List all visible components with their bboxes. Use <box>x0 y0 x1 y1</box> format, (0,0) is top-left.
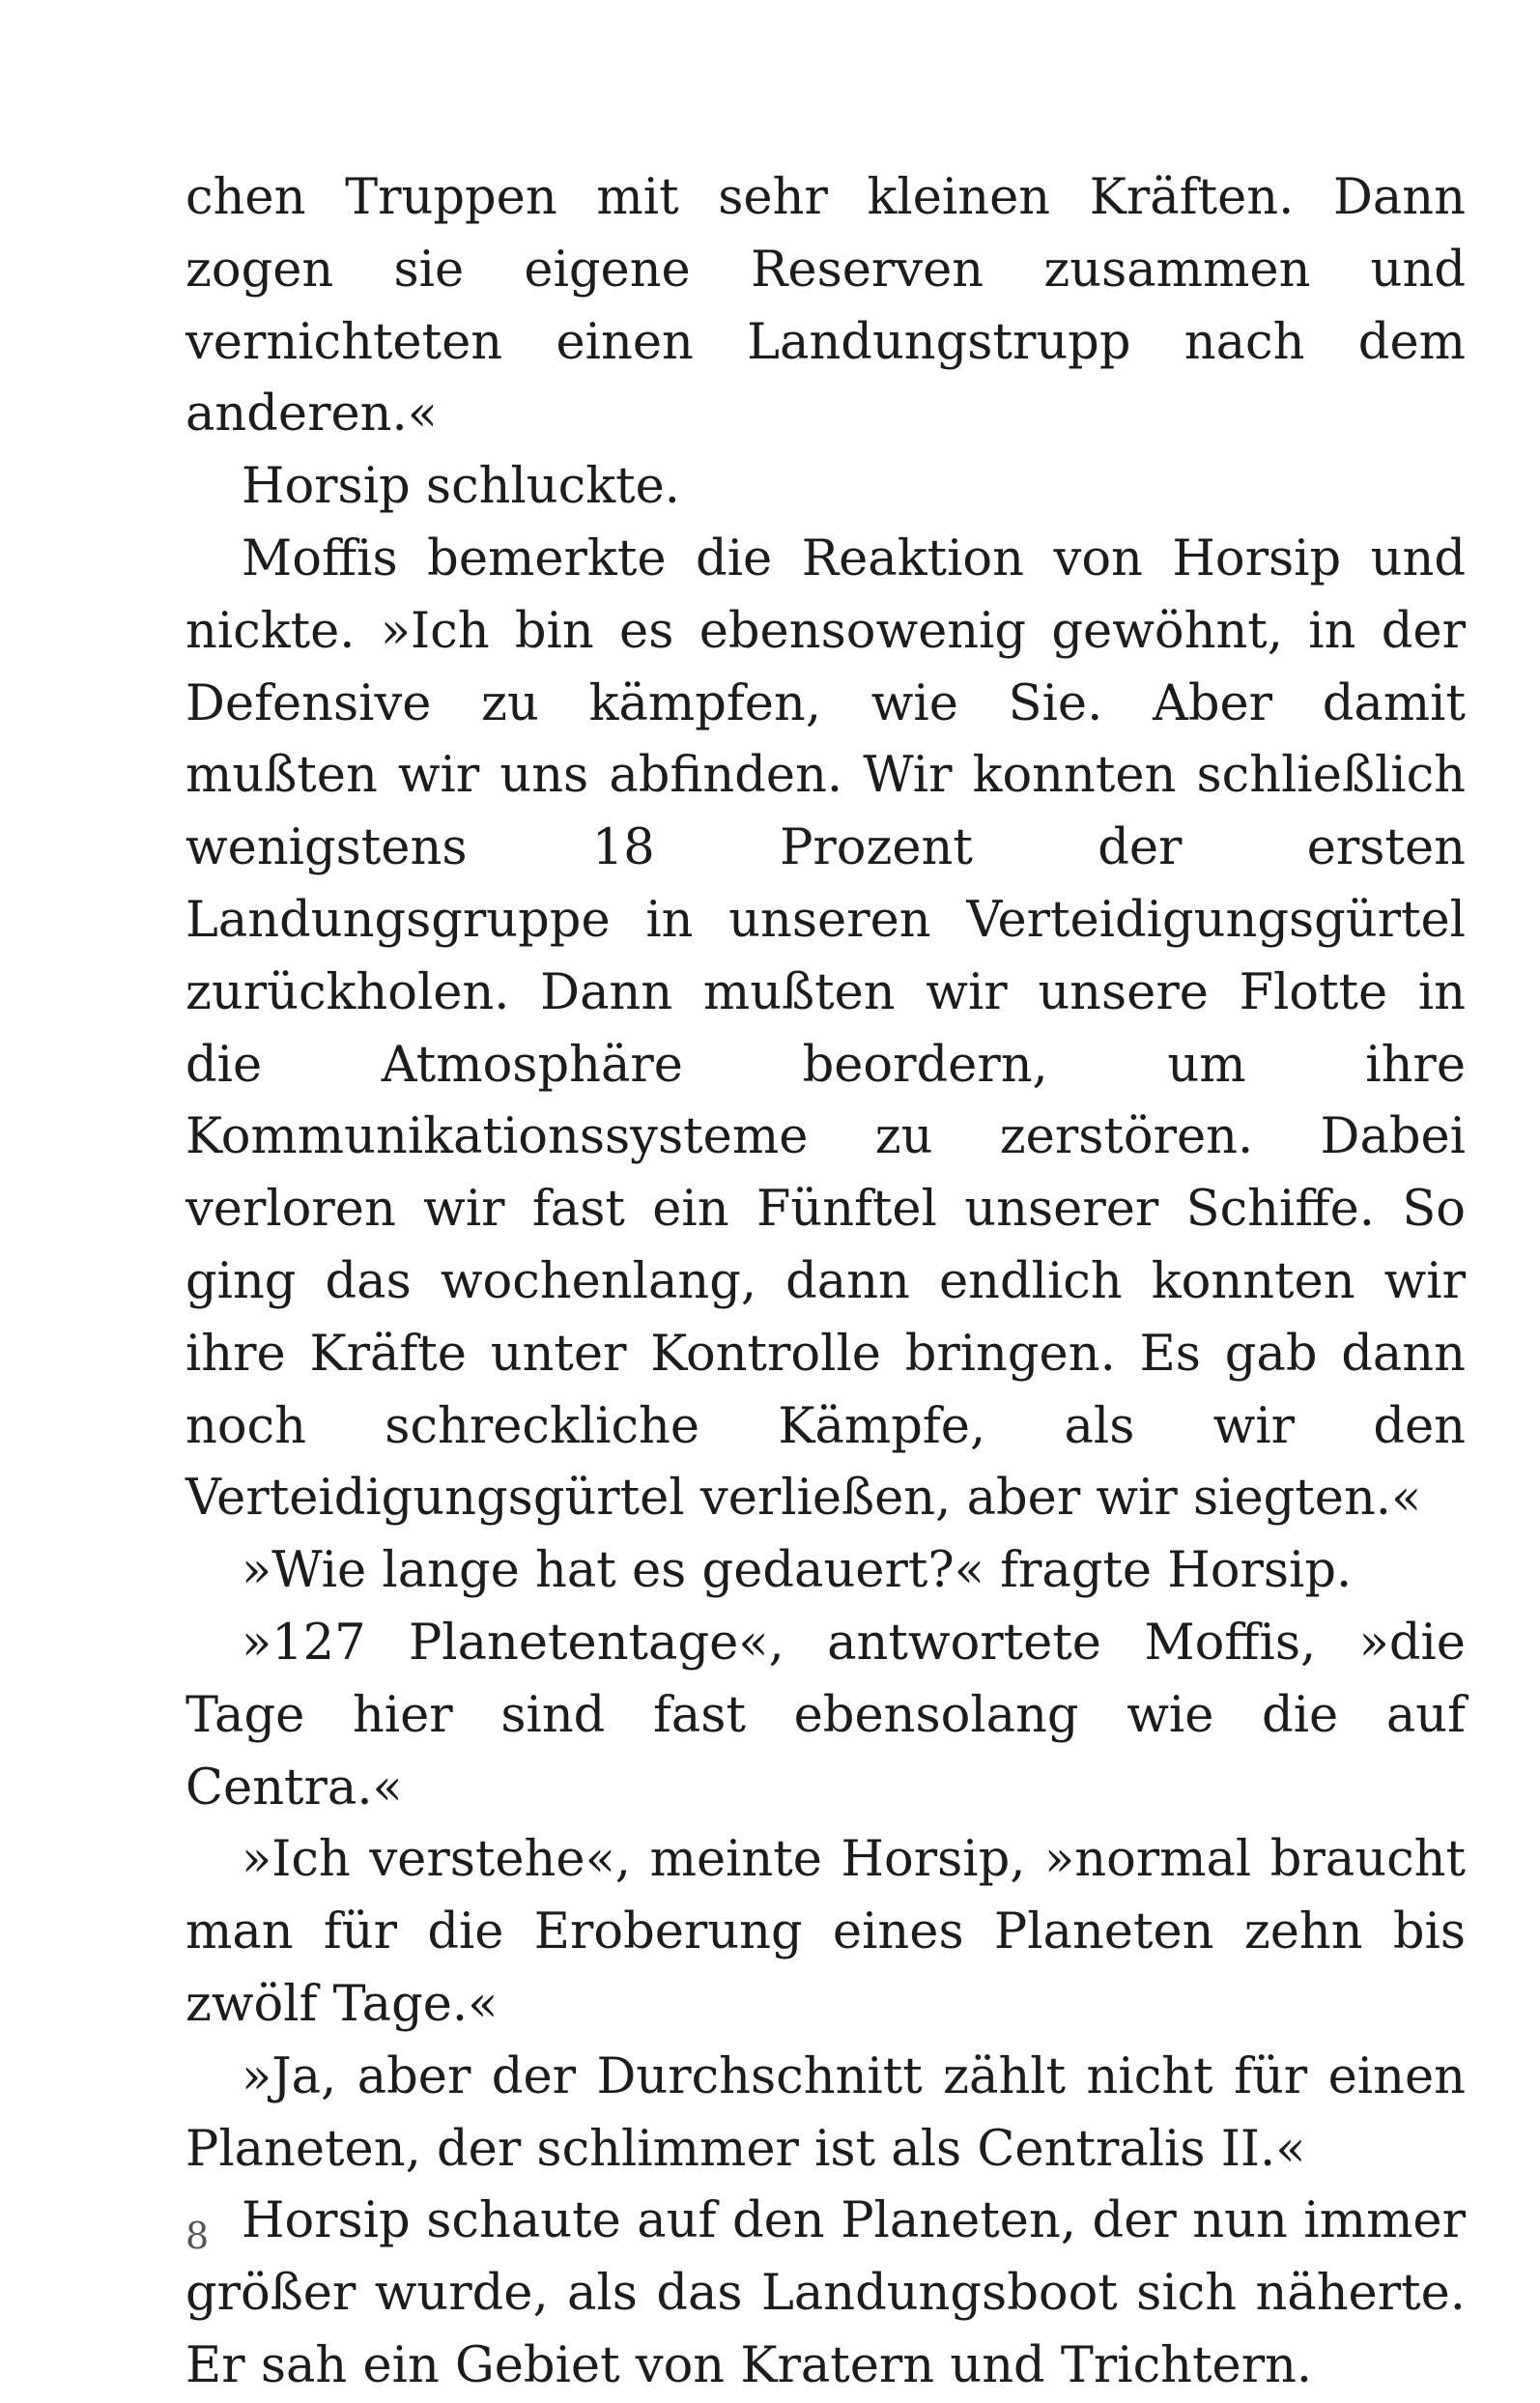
paragraph: Moffis bemerkte die Reaktion von Horsip und nickte. »Ich bin es ebensowenig gewöhnt, in der Defensive zu kämpfen, wie Sie. Aber damit mußten wir uns abfinden. Wir konnten schließlich wenigstens 18 Prozent der ersten Landungsgruppe in unseren Verteidigungsgürtel zurückholen. Dann mußten wir unsere Flotte in die Atmosphäre beordern, um ihre Kommunikationssysteme zu zerstören. Dabei verloren wir fast ein Fünftel unserer Schiffe. So ging das wochenlang, dann endlich konnten wir ihre Kräfte unter Kontrolle bringen. Es gab dann noch schreckliche Kämpfe, als wir den Verteidigungsgürtel verließen, aber wir siegten.« <box>185 529 1466 1528</box>
page-number: 8 <box>185 2215 210 2257</box>
paragraph: chen Truppen mit sehr kleinen Kräften. Dann zogen sie eigene Reserven zusammen und vernichteten einen Landungstrupp nach dem anderen.« <box>185 169 1466 443</box>
paragraph: Horsip schluckte. <box>242 458 680 516</box>
paragraph: Horsip schaute auf den Planeten, der nun immer größer wurde, als das Landungsboot sich näherte. Er sah ein Gebiet von Kratern und Trichtern. <box>185 2192 1466 2394</box>
body-text <box>185 162 1466 2403</box>
paragraph: »Ja, aber der Durchschnitt zählt nicht für einen Planeten, der schlimmer ist als Centralis II.« <box>185 2047 1466 2178</box>
paragraph: »127 Planetentage«, antwortete Moffis, »die Tage hier sind fast ebensolang wie die auf Centra.« <box>185 1614 1466 1817</box>
paragraph: »Ich verstehe«, meinte Horsip, »normal braucht man für die Eroberung eines Planeten zehn bis zwölf Tage.« <box>185 1831 1466 2033</box>
paragraph: »Wie lange hat es gedauert?« fragte Horsip. <box>242 1542 1353 1600</box>
